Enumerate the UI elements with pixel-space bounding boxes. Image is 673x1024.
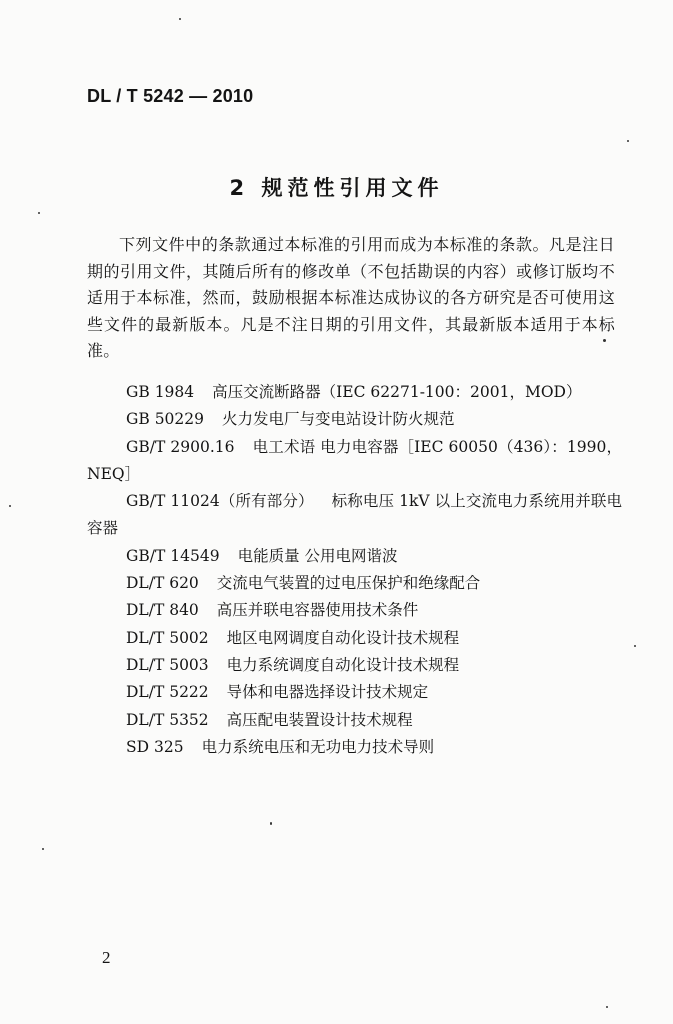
reference-code: SD 325: [126, 737, 184, 756]
reference-code: DL/T 5002: [126, 628, 209, 647]
reference-item: [87, 434, 622, 489]
scan-speck: [603, 339, 606, 342]
reference-item: [87, 625, 622, 652]
reference-code: DL/T 5352: [126, 710, 209, 729]
reference-code: DL/T 620: [126, 574, 199, 593]
scan-speck: [627, 140, 629, 142]
reference-title: 电力系统电压和无功电力技术导则: [201, 737, 435, 756]
reference-title: 高压并联电容器使用技术条件: [216, 601, 419, 620]
reference-item: [87, 488, 622, 543]
scan-speck: [179, 18, 181, 20]
reference-title: 电能质量 公用电网谐波: [237, 546, 398, 565]
reference-item: [87, 570, 622, 597]
intro-paragraph: 下列文件中的条款通过本标准的引用而成为本标准的条款。凡是注日期的引用文件，其随后所有的修改单（不包括勘误的内容）或修订版均不适用于本标准，然而，鼓励根据本标准达成协议的各方研究是否可使用这些文件的最新版本。凡是不注日期的引用文件，其最新版本适用于本标准。: [87, 235, 615, 361]
reference-title: 火力发电厂与变电站设计防火规范: [222, 410, 455, 429]
reference-code: GB 50229: [126, 410, 205, 429]
reference-item: [87, 707, 622, 734]
reference-title: 交流电气装置的过电压保护和绝缘配合: [216, 574, 481, 593]
reference-code: DL/T 5003: [126, 655, 209, 674]
reference-code: GB/T 2900.16: [126, 437, 235, 456]
reference-code: GB 1984: [126, 383, 195, 401]
reference-title: 导体和电器选择设计技术规定: [226, 683, 429, 702]
scan-speck: [42, 848, 44, 850]
reference-title: 高压配电装置设计技术规程: [226, 710, 413, 729]
reference-item: [87, 652, 622, 679]
reference-list: [87, 379, 622, 761]
reference-item: [87, 379, 622, 406]
reference-item: [87, 543, 622, 570]
reference-code: GB/T 11024（所有部分）: [126, 492, 314, 511]
reference-title: 电工术语 电力电容器［IEC 60050（436）：1990，NEQ］: [87, 437, 623, 483]
reference-item: [87, 406, 622, 433]
scan-speck: [9, 505, 11, 507]
reference-item: [87, 679, 622, 706]
scan-speck: [270, 822, 272, 825]
scan-speck: [606, 1006, 608, 1008]
scan-speck: [38, 212, 40, 214]
section-title: 2 规范性引用文件: [229, 176, 444, 200]
reference-item: [87, 734, 622, 761]
reference-item: [87, 597, 622, 624]
page-number: 2: [102, 948, 111, 967]
standard-code-header: DL / T 5242 — 2010: [87, 86, 254, 106]
reference-code: GB/T 14549: [126, 546, 220, 565]
reference-code: DL/T 840: [126, 601, 199, 620]
reference-title: 标称电压 1kV 以上交流电力系统用并联电容器: [87, 492, 622, 538]
reference-title: 地区电网调度自动化设计技术规程: [226, 628, 460, 647]
reference-code: DL/T 5222: [126, 683, 209, 702]
scan-speck: [634, 645, 636, 647]
reference-title: 电力系统调度自动化设计技术规程: [226, 655, 460, 674]
reference-title: 高压交流断路器（IEC 62271-100：2001，MOD）: [212, 383, 582, 401]
